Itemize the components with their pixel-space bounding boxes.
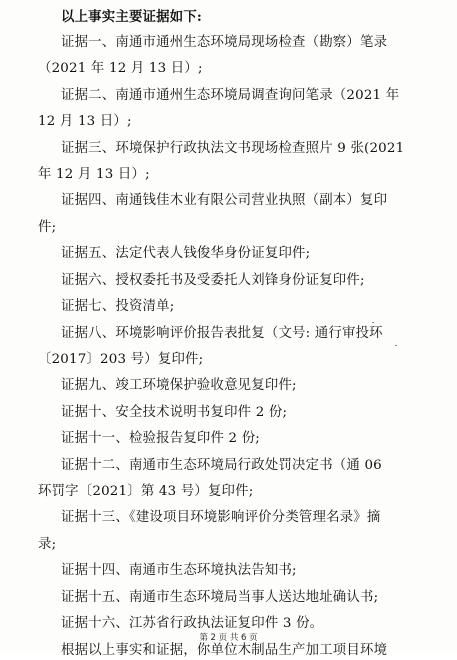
evidence-line: 证据十一、检验报告复印件 2 份; [61,431,261,446]
evidence-line: 录; [38,537,57,552]
evidence-line: （2021 年 12 月 13 日）; [38,61,203,76]
evidence-line: 证据十二、南通市生态环境局行政处罚决定书（通 06 [61,458,382,473]
evidence-line: 证据十五、南通市生态环境局当事人送达地址确认书; [61,590,379,605]
evidence-line: 证据八、环境影响评价报告表批复（文号: 通行审投环 [61,326,383,341]
evidence-line: 证据十四、南通市生态环境执法告知书; [61,563,297,578]
evidence-line: 根据以上事实和证据，你单位木制品生产加工项目环境 [61,643,388,658]
evidence-line: 〔2017〕203 号）复印件; [38,352,204,367]
evidence-line: 证据十三、《建设项目环境影响评价分类管理名录》摘 [61,510,381,525]
evidence-line: 证据三、环境保护行政执法文书现场检查照片 9 张(2021 [61,141,405,156]
evidence-line: 12 月 13 日）; [38,114,132,129]
evidence-line: 证据十、安全技术说明书复印件 2 份; [61,405,288,420]
evidence-line: 证据二、南通市通州生态环境局调查询问笔录（2021 年 [61,88,400,103]
evidence-line: 证据九、竣工环境保护验收意见复印件; [61,378,297,393]
evidence-line: 件; [38,220,57,235]
evidence-line: 证据四、南通钱佳木业有限公司营业执照（副本）复印 [61,193,388,208]
evidence-line: 证据十六、江苏省行政执法证复印件 3 份。 [61,616,324,631]
page-number: 第 2 页 共 6 页 [199,633,258,643]
document-heading: 以上事实主要证据如下: [61,9,203,25]
scan-speck [395,345,397,346]
evidence-line: 证据六、授权委托书及受委托人刘锋身份证复印件; [61,273,365,288]
scan-speck [372,322,374,323]
evidence-line: 环罚字〔2021〕第 43 号）复印件; [38,484,254,499]
evidence-line: 证据七、投资清单; [61,299,175,314]
evidence-line: 年 12 月 13 日）; [38,167,150,182]
evidence-line: 证据一、南通市通州生态环境局现场检查（勘察）笔录 [61,35,388,50]
evidence-line: 证据五、法定代表人钱俊华身份证复印件; [61,246,311,261]
